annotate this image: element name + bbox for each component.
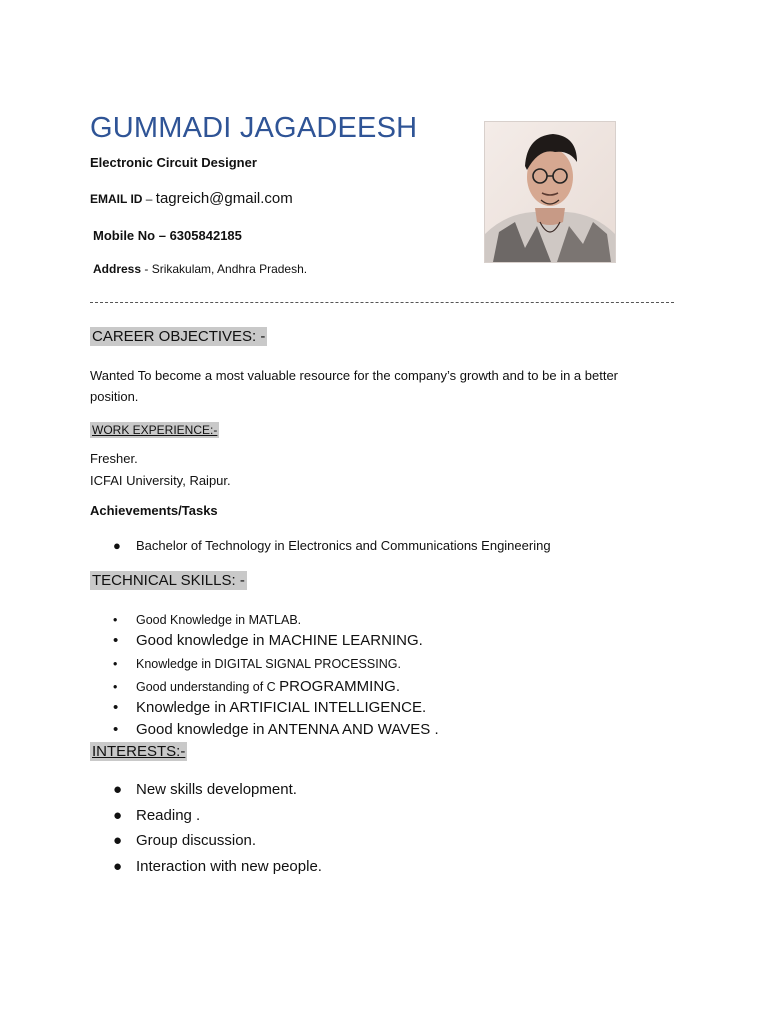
list-item xyxy=(113,858,322,875)
address-label: Address xyxy=(93,262,142,276)
bullet-icon: • xyxy=(113,632,119,649)
career-title: CAREER OBJECTIVES: - xyxy=(92,328,266,345)
list-item xyxy=(113,699,426,716)
skill-text-emphasis: PROGRAMMING. xyxy=(279,678,400,695)
divider-line xyxy=(90,302,674,303)
work-title: WORK EXPERIENCE:- xyxy=(92,423,218,437)
work-line-fresher: Fresher. xyxy=(90,451,138,466)
interest-text: Reading . xyxy=(136,807,201,824)
career-objective-text: Wanted To become a most valuable resource for the company’s growth and to be in a better position. xyxy=(90,368,619,404)
section-heading-interests xyxy=(90,743,187,760)
skill-text: Knowledge in DIGITAL SIGNAL PROCESSING. xyxy=(136,657,401,671)
mobile-line xyxy=(93,228,242,243)
achievements-title: Achievements/Tasks xyxy=(90,503,218,518)
mobile-value: 6305842185 xyxy=(169,228,242,243)
list-item xyxy=(113,613,301,627)
skill-text: Good knowledge in ANTENNA AND WAVES . xyxy=(136,721,439,738)
bullet-icon: • xyxy=(113,657,118,671)
candidate-name: GUMMADI JAGADEESH xyxy=(90,112,418,144)
skill-text: Good Knowledge in MATLAB. xyxy=(136,613,302,627)
mobile-label: Mobile No xyxy=(93,228,156,243)
list-item xyxy=(113,678,400,695)
email-line xyxy=(90,190,293,207)
skill-text: Knowledge in ARTIFICIAL INTELLIGENCE. xyxy=(136,699,427,716)
bullet-icon: ● xyxy=(113,538,121,553)
email-separator: – xyxy=(142,192,156,206)
interests-title: INTERESTS:- xyxy=(92,743,186,760)
address-line xyxy=(93,262,307,276)
list-item xyxy=(113,832,256,849)
interest-text: New skills development. xyxy=(136,781,297,798)
interest-text: Group discussion. xyxy=(136,832,257,849)
list-item xyxy=(113,657,401,671)
section-heading-work xyxy=(90,423,219,437)
achievement-text: Bachelor of Technology in Electronics and Communications Engineering xyxy=(136,538,551,553)
designation: Electronic Circuit Designer xyxy=(90,155,257,170)
email-label: EMAIL ID xyxy=(90,192,143,206)
bullet-icon: • xyxy=(113,699,119,716)
bullet-icon: • xyxy=(113,680,118,694)
profile-photo xyxy=(484,121,616,263)
bullet-icon: ● xyxy=(113,781,123,798)
bullet-icon: ● xyxy=(113,858,123,875)
interest-text: Interaction with new people. xyxy=(136,858,322,875)
section-heading-skills xyxy=(90,572,247,589)
bullet-icon: ● xyxy=(113,832,123,849)
work-line-university: ICFAI University, Raipur. xyxy=(90,473,231,488)
list-item xyxy=(113,632,423,649)
list-item xyxy=(113,538,551,553)
email-value: tagreich@gmail.com xyxy=(155,190,293,207)
skill-text: Good knowledge in MACHINE LEARNING. xyxy=(136,632,423,649)
skills-title: TECHNICAL SKILLS: - xyxy=(92,572,245,589)
list-item xyxy=(113,721,439,738)
list-item xyxy=(113,807,200,824)
bullet-icon: ● xyxy=(113,807,123,824)
address-value: - Srikakulam, Andhra Pradesh. xyxy=(141,262,308,276)
list-item xyxy=(113,781,297,798)
bullet-icon: • xyxy=(113,613,118,627)
mobile-separator: – xyxy=(155,228,170,243)
bullet-icon: • xyxy=(113,721,119,738)
section-heading-career xyxy=(90,328,267,345)
skill-text: Good understanding of C xyxy=(136,680,280,694)
